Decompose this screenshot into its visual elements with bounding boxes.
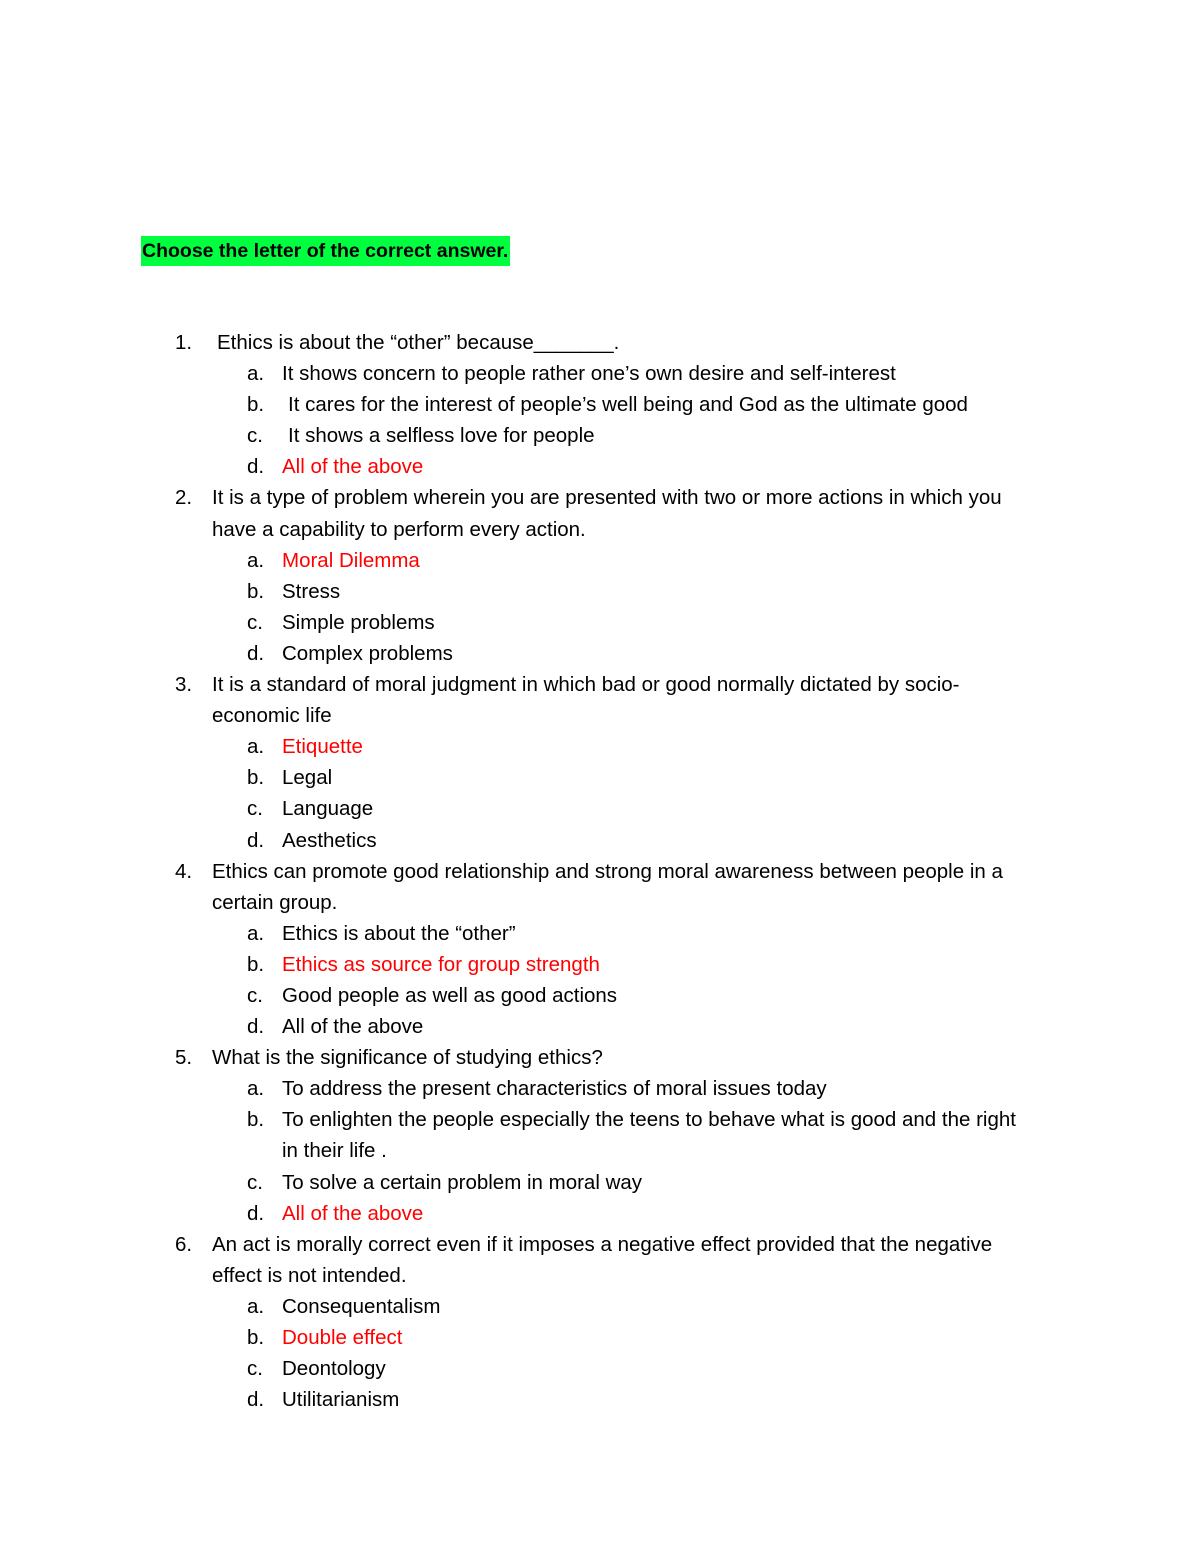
- answer-option: [0, 918, 1200, 949]
- option-text: It shows a selfless love for people: [288, 424, 595, 448]
- answer-option: [0, 1291, 1200, 1322]
- question-line: [0, 856, 1200, 887]
- correct-answer-text: Double effect: [282, 1326, 403, 1349]
- answer-option: [0, 1384, 1200, 1415]
- option-letter: d.: [247, 1388, 265, 1412]
- option-letter: c.: [247, 1170, 263, 1194]
- question-line: [0, 1260, 1200, 1291]
- question-text: What is the significance of studying ethics?: [212, 1046, 603, 1070]
- option-letter: c.: [247, 424, 263, 448]
- option-letter: d.: [247, 455, 265, 479]
- option-letter: d.: [247, 828, 265, 852]
- answer-option: [0, 545, 1200, 576]
- answer-option: [0, 451, 1200, 482]
- question-line: [0, 482, 1200, 513]
- question-text: effect is not intended.: [212, 1263, 407, 1287]
- option-letter: c.: [247, 797, 263, 821]
- answer-option: [0, 762, 1200, 793]
- instruction-heading: Choose the letter of the correct answer.: [141, 236, 510, 266]
- option-letter: c.: [247, 983, 263, 1007]
- question-text: It is a standard of moral judgment in which bad or good normally dictated by socio-: [212, 673, 960, 697]
- question-text: Ethics is about the “other” because_______.: [217, 331, 620, 354]
- option-letter: b.: [247, 393, 265, 417]
- answer-option: [0, 420, 1200, 451]
- correct-answer-text: All of the above: [282, 455, 424, 479]
- answer-option: [0, 949, 1200, 980]
- option-text: Stress: [282, 579, 341, 603]
- question-text: An act is morally correct even if it imposes a negative effect provided that the negative: [212, 1232, 993, 1256]
- answer-option: [0, 1167, 1200, 1198]
- option-text: It cares for the interest of people’s well being and God as the ultimate good: [288, 393, 968, 417]
- answer-option: [0, 1073, 1200, 1104]
- answer-option: [0, 825, 1200, 856]
- option-text: Complex problems: [282, 641, 453, 665]
- option-text: Ethics is about the “other”: [282, 921, 516, 945]
- option-letter: a.: [247, 1294, 265, 1318]
- option-text: Utilitarianism: [282, 1388, 400, 1412]
- answer-option: [0, 607, 1200, 638]
- question-list: [0, 327, 1200, 1415]
- option-letter: d.: [247, 641, 265, 665]
- option-letter: a.: [247, 548, 265, 572]
- option-text: Good people as well as good actions: [282, 983, 618, 1007]
- question-line: [0, 700, 1200, 731]
- option-letter: a.: [247, 1077, 265, 1101]
- option-text: To address the present characteristics of moral issues today: [282, 1077, 827, 1101]
- question-line: [0, 1042, 1200, 1073]
- answer-option: [0, 793, 1200, 824]
- question-line: [0, 327, 1200, 358]
- correct-answer-text: Etiquette: [282, 735, 363, 759]
- question-number: 4.: [175, 859, 193, 883]
- option-text: It shows concern to people rather one’s own desire and self-interest: [282, 362, 896, 386]
- option-text: To solve a certain problem in moral way: [282, 1170, 643, 1194]
- option-text: Language: [282, 797, 374, 821]
- question-text: have a capability to perform every action.: [212, 517, 586, 541]
- option-letter: b.: [247, 952, 265, 976]
- option-text: Simple problems: [282, 610, 435, 634]
- answer-option: [0, 731, 1200, 762]
- answer-option: [0, 638, 1200, 669]
- option-text: Consequentalism: [282, 1294, 441, 1318]
- answer-option: [0, 1135, 1200, 1166]
- answer-option: [0, 1322, 1200, 1353]
- option-text: Aesthetics: [282, 828, 377, 852]
- question-text: Ethics can promote good relationship and strong moral awareness between people in a: [212, 859, 1003, 883]
- option-text: Legal: [282, 766, 333, 790]
- option-letter: a.: [247, 362, 265, 386]
- option-letter: c.: [247, 1357, 263, 1381]
- answer-option: [0, 1011, 1200, 1042]
- question-text: It is a type of problem wherein you are presented with two or more actions in which you: [212, 486, 1002, 510]
- correct-answer-text: Ethics as source for group strength: [282, 952, 600, 976]
- option-letter: a.: [247, 921, 265, 945]
- answer-option: [0, 576, 1200, 607]
- question-number: 5.: [175, 1046, 193, 1070]
- answer-option: [0, 389, 1200, 420]
- question-line: [0, 887, 1200, 918]
- question-line: [0, 1229, 1200, 1260]
- question-number: 2.: [175, 486, 193, 510]
- answer-option: [0, 1198, 1200, 1229]
- option-text: in their life .: [282, 1139, 387, 1163]
- question-line: [0, 514, 1200, 545]
- answer-option: [0, 980, 1200, 1011]
- option-letter: b.: [247, 579, 265, 603]
- option-letter: a.: [247, 735, 265, 759]
- option-text: All of the above: [282, 1015, 424, 1039]
- option-letter: b.: [247, 1326, 265, 1349]
- question-number: 6.: [175, 1232, 193, 1256]
- answer-option: [0, 1104, 1200, 1135]
- question-number: 3.: [175, 673, 193, 697]
- option-text: To enlighten the people especially the teens to behave what is good and the right: [282, 1108, 1016, 1132]
- option-letter: b.: [247, 1108, 265, 1132]
- correct-answer-text: All of the above: [282, 1201, 424, 1225]
- correct-answer-text: Moral Dilemma: [282, 548, 420, 572]
- question-text: economic life: [212, 704, 332, 728]
- option-letter: c.: [247, 610, 263, 634]
- answer-option: [0, 358, 1200, 389]
- question-text: certain group.: [212, 890, 338, 914]
- option-letter: b.: [247, 766, 265, 790]
- question-line: [0, 669, 1200, 700]
- option-letter: d.: [247, 1201, 265, 1225]
- answer-option: [0, 1353, 1200, 1384]
- option-text: Deontology: [282, 1357, 386, 1381]
- option-letter: d.: [247, 1015, 265, 1039]
- question-number: 1.: [175, 331, 193, 354]
